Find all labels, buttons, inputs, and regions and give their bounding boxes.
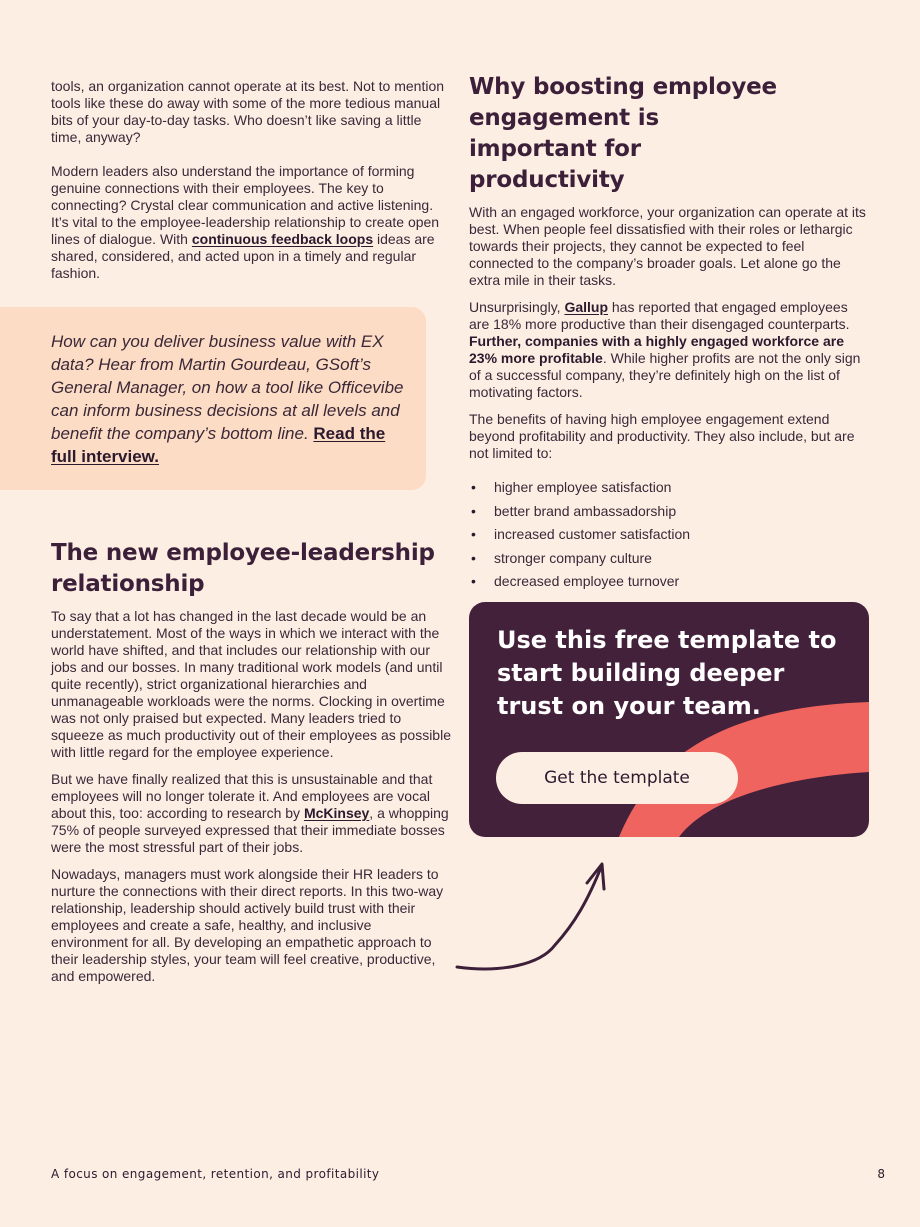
left-intro: [51, 78, 451, 282]
engagement-p2-bold: Further, companies with a highly engaged workforce are 23% more profitable: [469, 333, 844, 366]
cta-title: Use this free template to start building deeper trust on your team.: [497, 626, 837, 720]
benefits-list: [469, 476, 869, 594]
engagement-paragraph-3: The benefits of having high employee engagement extend beyond profitability and productivity. They also include, but are not limited to:: [469, 411, 855, 461]
page-number: 8: [877, 1167, 885, 1181]
engagement-paragraph-1: With an engaged workforce, your organization can operate at its best. When people feel dissatisfied with their roles or lethargic towards their projects, they cannot be expected to feel connected to the company’s broader goals. Let alone go the extra mile in their tasks.: [469, 204, 866, 288]
mckinsey-link[interactable]: McKinsey: [303, 805, 370, 821]
relationship-p2-end: , a whopping 75% of people surveyed expressed that their immediate bosses were the most stressful part of their jobs.: [51, 805, 449, 855]
relationship-paragraph-2: [51, 771, 451, 856]
leaders-paragraph: [51, 163, 451, 282]
list-item: • decreased employee turnover: [469, 570, 869, 594]
leaders-text-end: ideas are shared, considered, and acted upon in a timely and regular fashion.: [51, 231, 435, 281]
relationship-paragraph-1: To say that a lot has changed in the last decade would be an understatement. Most of the ways in which we interact with the world have shifted, and that includes our relationship with our jobs and our bosses. In many traditional work models (and until quite recently), strict organizational hierarchies and unmanageable workloads were the norms. Clocking in overtime was not only praised but expected. Many leaders tried to squeeze as much productivity out of their employees as possible with little regard for the employee experience.: [51, 608, 451, 760]
relationship-p2-text: But we have finally realized that this is unsustainable and that employees will no longer tolerate it. And employees are vocal about this, too: according to research by: [51, 771, 433, 821]
engagement-p2-mid: has reported that engaged employees are 18% more productive than their disengaged counterparts.: [469, 299, 850, 332]
relationship-heading: The new employee-leadership relationship: [51, 540, 435, 597]
leaders-text: Modern leaders also understand the importance of forming genuine connections with their employees. The key to connecting? Crystal clear communication and active listening. It’s vital to the employee-leadership relationship to create open lines of dialogue. With: [51, 163, 440, 247]
read-interview-link[interactable]: Read the full interview.: [51, 424, 386, 466]
list-item: • higher employee satisfaction: [469, 476, 869, 500]
callout-text: [51, 330, 411, 468]
relationship-section: [51, 538, 451, 985]
engagement-heading: Why boosting employee engagement is important for productivity: [469, 74, 777, 193]
list-item: • increased customer satisfaction: [469, 523, 869, 547]
engagement-p2-end: . While higher profits are not the only sign of a successful company, they’re definitely high on the list of motivating factors.: [469, 350, 861, 400]
callout-body: How can you deliver business value with EX data? Hear from Martin Gourdeau, GSoft’s General Manager, on how a tool like Officevibe can inform business decisions at all levels and benefit the company’s bottom line.: [51, 332, 404, 443]
engagement-p2-text: Unsurprisingly,: [469, 299, 565, 315]
relationship-paragraph-3: Nowadays, managers must work alongside their HR leaders to nurture the connections with their direct reports. In this two-way relationship, leadership should actively build trust with their employees and create a safe, healthy, and inclusive environment for all. By developing an empathetic approach to their leadership styles, your team will feel creative, productive, and empowered.: [51, 866, 444, 984]
engagement-section: [469, 72, 869, 594]
curved-arrow-icon: [450, 855, 620, 980]
list-item: • better brand ambassadorship: [469, 500, 869, 524]
template-cta-card: [469, 602, 869, 837]
intro-paragraph: tools, an organization cannot operate at its best. Not to mention tools like these do away with some of the more tedious manual bits of your day-to-day tasks. Who doesn’t like saving a little time, anyway?: [51, 78, 445, 145]
continuous-feedback-link[interactable]: continuous feedback loops: [191, 231, 374, 247]
footer-title: A focus on engagement, retention, and profitability: [51, 1167, 380, 1181]
list-item: • stronger company culture: [469, 547, 869, 571]
gallup-link[interactable]: Gallup: [564, 299, 608, 315]
engagement-paragraph-2: [469, 299, 869, 401]
get-template-button[interactable]: Get the template: [496, 752, 738, 804]
